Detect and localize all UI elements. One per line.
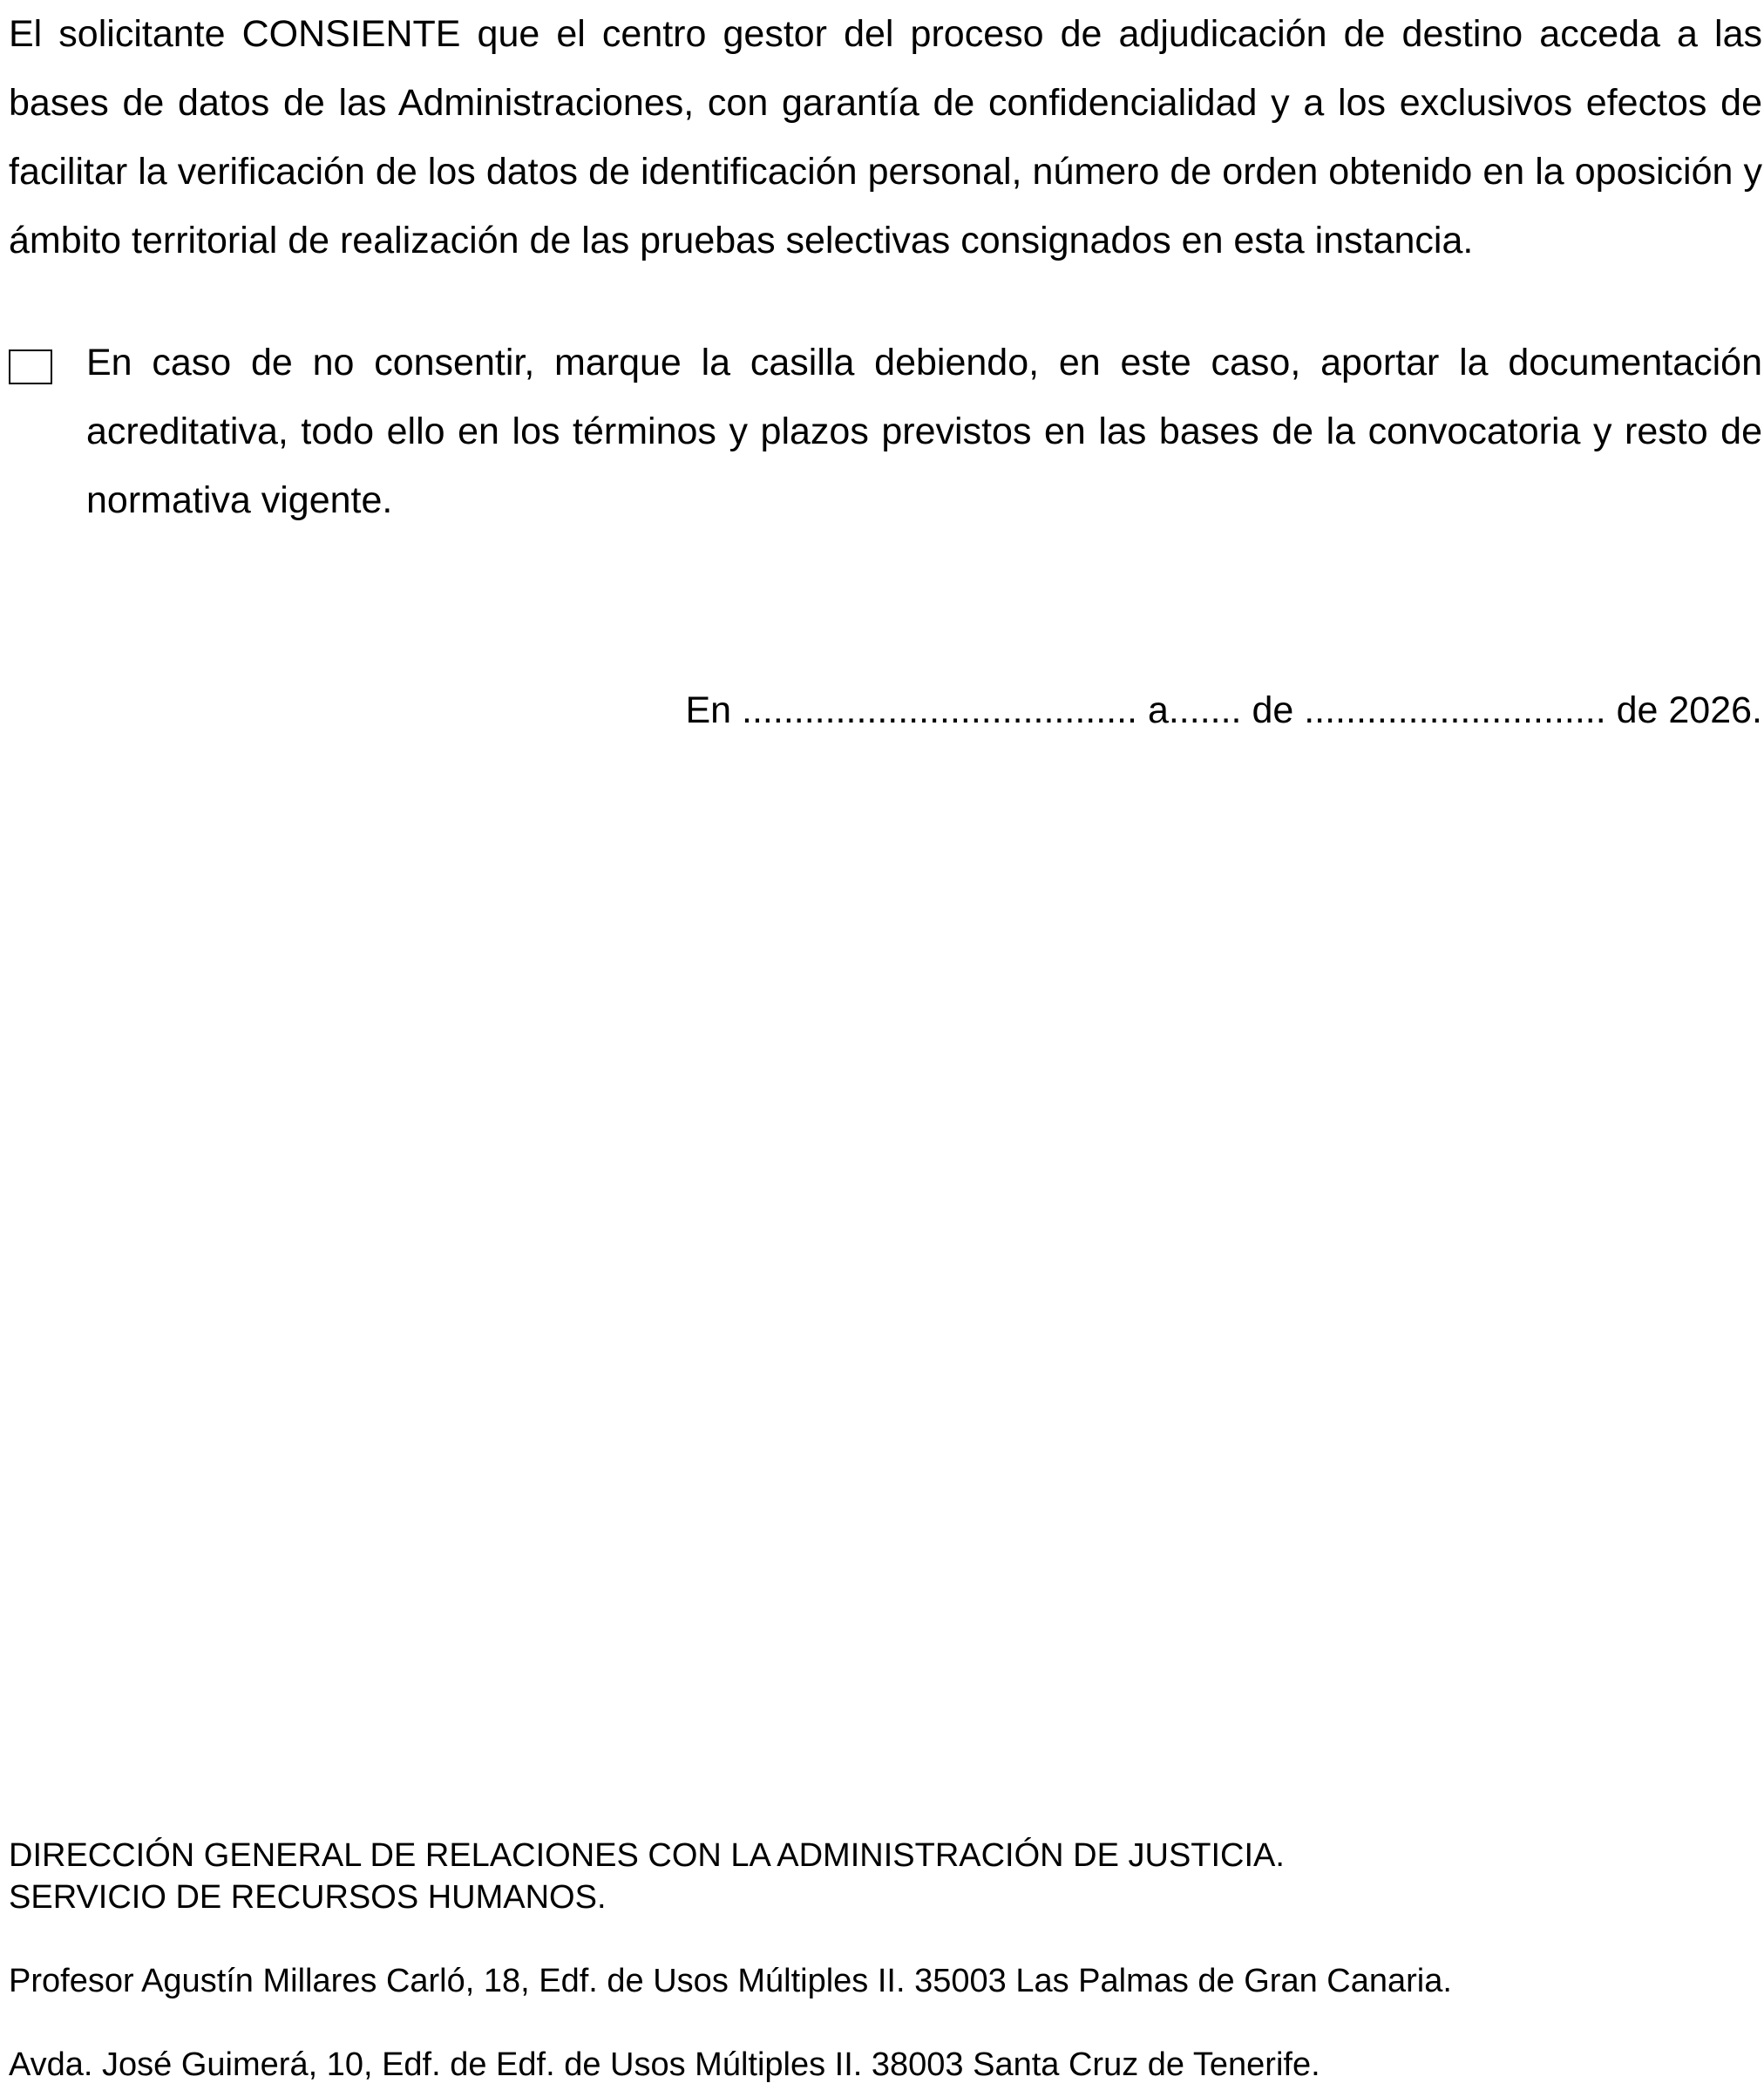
footer-department: DIRECCIÓN GENERAL DE RELACIONES CON LA ADMINISTRACIÓN DE JUSTICIA. bbox=[9, 1837, 1285, 1874]
no-consent-checkbox[interactable] bbox=[9, 349, 52, 384]
footer-service: SERVICIO DE RECURSOS HUMANOS. bbox=[9, 1879, 607, 1916]
footer-address-tenerife: Avda. José Guimerá, 10, Edf. de Edf. de Usos Múltiples II. 38003 Santa Cruz de Tenerife. bbox=[9, 2046, 1320, 2083]
signature-date-line: En ...................................... a....... de ............................. de 2026. bbox=[685, 689, 1762, 731]
footer bbox=[9, 1835, 1762, 2083]
consent-paragraph: El solicitante CONSIENTE que el centro gestor del proceso de adjudicación de destino acceda a las bases de datos de las Administraciones, con garantía de confidencialidad y a los exclusivos efectos de facilitar la verificación de los datos de identificación personal, número de orden obtenido en la oposición y ámbito territorial de realización de las pruebas selectivas consignados en esta instancia. bbox=[9, 13, 1762, 261]
no-consent-label: En caso de no consentir, marque la casilla debiendo, en este caso, aportar la documentación acreditativa, todo ello en los términos y plazos previstos en las bases de la convocatoria y resto de normativa vigente. bbox=[86, 342, 1762, 521]
footer-address-las-palmas: Profesor Agustín Millares Carló, 18, Edf. de Usos Múltiples II. 35003 Las Palmas de Gran Canaria. bbox=[9, 1963, 1452, 1999]
